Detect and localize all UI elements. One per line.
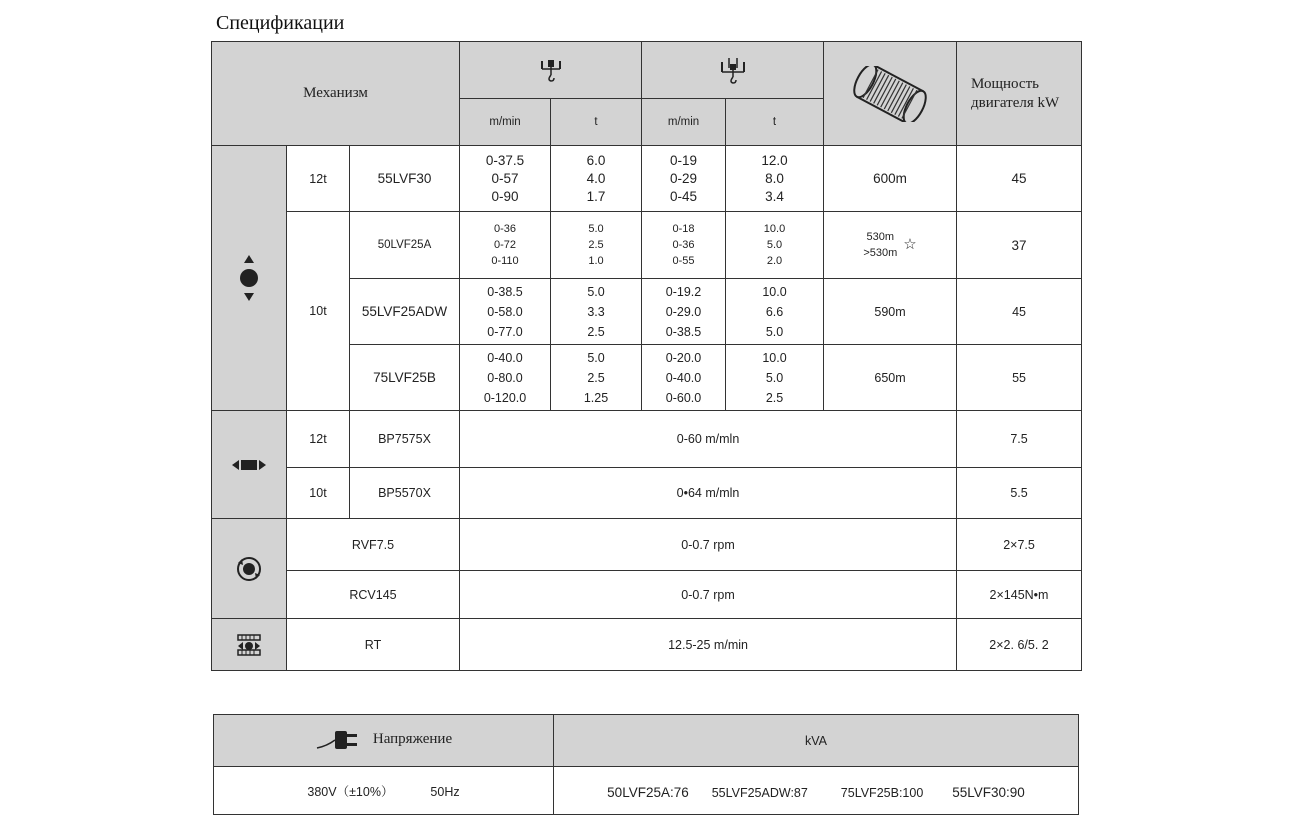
rotation-speed: 0-0.7 rpm bbox=[460, 519, 957, 571]
load2-value: 5.0 bbox=[765, 370, 784, 385]
rail-speed: 12.5-25 m/min bbox=[460, 619, 957, 671]
model-75lvf25b: 75LVF25B bbox=[350, 345, 460, 411]
hoist-section-icon-cell bbox=[212, 146, 287, 411]
cable-length-cell bbox=[824, 212, 957, 279]
load2-value: 3.4 bbox=[765, 188, 784, 204]
speed2-value: 0-60.0 bbox=[665, 390, 702, 405]
load2-value: 6.6 bbox=[765, 304, 784, 319]
capacity-12t: 12t bbox=[287, 411, 350, 468]
load2-value: 5.0 bbox=[765, 324, 784, 339]
speed2-value: 0-40.0 bbox=[665, 370, 702, 385]
model-rvf7-5: RVF7.5 bbox=[287, 519, 460, 571]
model-rt: RT bbox=[287, 619, 460, 671]
load1-value: 6.0 bbox=[586, 152, 606, 168]
speed2-value: 0-19.2 bbox=[665, 284, 702, 299]
load1-value: 3.3 bbox=[587, 304, 605, 319]
double-hook-hoist-icon bbox=[719, 56, 747, 84]
load2-value: 10.0 bbox=[762, 350, 787, 365]
cable-drum-icon bbox=[850, 66, 930, 122]
motor-power: 55 bbox=[957, 345, 1082, 411]
model-55lvf25adw: 55LVF25ADW bbox=[350, 279, 460, 345]
speed1-value: 0-120.0 bbox=[483, 390, 527, 405]
double-hook-header bbox=[642, 42, 824, 99]
motor-power: 45 bbox=[957, 279, 1082, 345]
motor-power: 2×145N•m bbox=[957, 571, 1082, 619]
load1-value: 2.5 bbox=[588, 239, 604, 251]
cable-length-extended: >530m bbox=[863, 247, 898, 259]
speed1-value: 0-40.0 bbox=[487, 350, 523, 365]
speed1-value: 0-57 bbox=[491, 170, 519, 186]
cable-length: 600m bbox=[824, 146, 957, 212]
capacity-10t: 10t bbox=[287, 468, 350, 519]
speed-unit-2: m/min bbox=[642, 99, 726, 146]
speed1-value: 0-38.5 bbox=[487, 284, 523, 299]
travel-speed: 0-60 m/mln bbox=[460, 411, 957, 468]
load1-value: 1.25 bbox=[583, 390, 609, 405]
speed2-value: 0-55 bbox=[672, 255, 695, 267]
motor-power: 2×7.5 bbox=[957, 519, 1082, 571]
speed2-value: 0-29 bbox=[670, 170, 698, 186]
speed2-value: 0-38.5 bbox=[665, 324, 702, 339]
load1-value: 1.0 bbox=[588, 255, 604, 267]
single-hook-header bbox=[460, 42, 642, 99]
model-55lvf30: 55LVF30 bbox=[350, 146, 460, 212]
rail-travel-icon bbox=[235, 633, 263, 657]
kva-header: kVA bbox=[554, 715, 1079, 767]
power-supply-table bbox=[213, 714, 1079, 815]
voltage-value-cell bbox=[214, 767, 554, 815]
load1-value: 2.5 bbox=[587, 370, 605, 385]
page-title: Спецификации bbox=[216, 12, 345, 34]
kva-values-cell bbox=[554, 767, 1079, 815]
kva-value: 55LVF25ADW:87 bbox=[711, 786, 808, 800]
load1-value: 5.0 bbox=[587, 284, 605, 299]
speed1-value: 0-110 bbox=[491, 255, 519, 267]
speed1-value: 0-80.0 bbox=[487, 370, 523, 385]
model-50lvf25a: 50LVF25A bbox=[350, 212, 460, 279]
kva-value: 50LVF25A:76 bbox=[607, 785, 689, 800]
speed2-value: 0-19 bbox=[670, 152, 698, 168]
capacity-12t: 12t bbox=[287, 146, 350, 212]
motor-power: 7.5 bbox=[957, 411, 1082, 468]
load1-value: 1.7 bbox=[586, 188, 606, 204]
rotation-section-icon-cell bbox=[212, 519, 287, 619]
load1-value: 5.0 bbox=[587, 350, 605, 365]
model-bp5570x: BP5570X bbox=[350, 468, 460, 519]
cable-length: 650m bbox=[824, 345, 957, 411]
speed2-value: 0-18 bbox=[672, 223, 695, 235]
left-right-arrows-icon bbox=[231, 458, 267, 472]
load-unit-2: t bbox=[726, 99, 824, 146]
travel-section-icon-cell bbox=[212, 411, 287, 519]
voltage-value: 380V（±10%） bbox=[307, 784, 394, 799]
load2-value: 2.0 bbox=[766, 255, 783, 267]
motor-power: 37 bbox=[957, 212, 1082, 279]
capacity-10t: 10t bbox=[287, 212, 350, 411]
load1-value: 5.0 bbox=[588, 223, 604, 235]
load2-value: 2.5 bbox=[765, 390, 784, 405]
travel-speed: 0•64 m/mln bbox=[460, 468, 957, 519]
speed1-value: 0-58.0 bbox=[487, 304, 523, 319]
motor-power: 2×2. 6/5. 2 bbox=[957, 619, 1082, 671]
load2-value: 12.0 bbox=[761, 152, 788, 168]
power-header: Мощность двигателя kW bbox=[957, 42, 1082, 146]
kva-value: 75LVF25B:100 bbox=[840, 786, 924, 800]
motor-power: 45 bbox=[957, 146, 1082, 212]
speed1-value: 0-77.0 bbox=[487, 324, 523, 339]
power-plug-icon bbox=[315, 724, 363, 754]
kva-value: 55LVF30:90 bbox=[952, 785, 1025, 800]
speed2-value: 0-36 bbox=[672, 239, 695, 251]
load2-value: 10.0 bbox=[763, 223, 786, 235]
mechanism-header: Механизм bbox=[212, 42, 460, 146]
rotation-icon bbox=[235, 555, 263, 583]
cable-length: 590m bbox=[824, 279, 957, 345]
load2-value: 10.0 bbox=[762, 284, 787, 299]
star-icon: ☆ bbox=[903, 236, 917, 253]
cable-drum-header bbox=[824, 42, 957, 146]
voltage-label: Напряжение bbox=[372, 730, 453, 747]
model-rcv145: RCV145 bbox=[287, 571, 460, 619]
speed1-value: 0-90 bbox=[491, 188, 519, 204]
model-bp7575x: BP7575X bbox=[350, 411, 460, 468]
load2-value: 8.0 bbox=[765, 170, 784, 186]
up-down-arrows-icon bbox=[238, 253, 260, 303]
load1-value: 4.0 bbox=[586, 170, 606, 186]
speed2-value: 0-29.0 bbox=[665, 304, 702, 319]
speed1-value: 0-72 bbox=[494, 239, 517, 251]
speed-unit-1: m/min bbox=[460, 99, 551, 146]
spec-table bbox=[211, 41, 1082, 671]
load-unit-1: t bbox=[551, 99, 642, 146]
load1-value: 2.5 bbox=[587, 324, 605, 339]
speed2-value: 0-45 bbox=[670, 188, 698, 204]
frequency-value: 50Hz bbox=[430, 784, 460, 799]
rotation-speed: 0-0.7 rpm bbox=[460, 571, 957, 619]
rail-section-icon-cell bbox=[212, 619, 287, 671]
motor-power: 5.5 bbox=[957, 468, 1082, 519]
single-hook-hoist-icon bbox=[538, 57, 564, 83]
speed1-value: 0-36 bbox=[494, 223, 517, 235]
speed2-value: 0-20.0 bbox=[665, 350, 702, 365]
load2-value: 5.0 bbox=[766, 239, 783, 251]
voltage-header bbox=[214, 715, 554, 767]
speed1-value: 0-37.5 bbox=[485, 152, 525, 168]
cable-length: 530m bbox=[866, 231, 895, 243]
